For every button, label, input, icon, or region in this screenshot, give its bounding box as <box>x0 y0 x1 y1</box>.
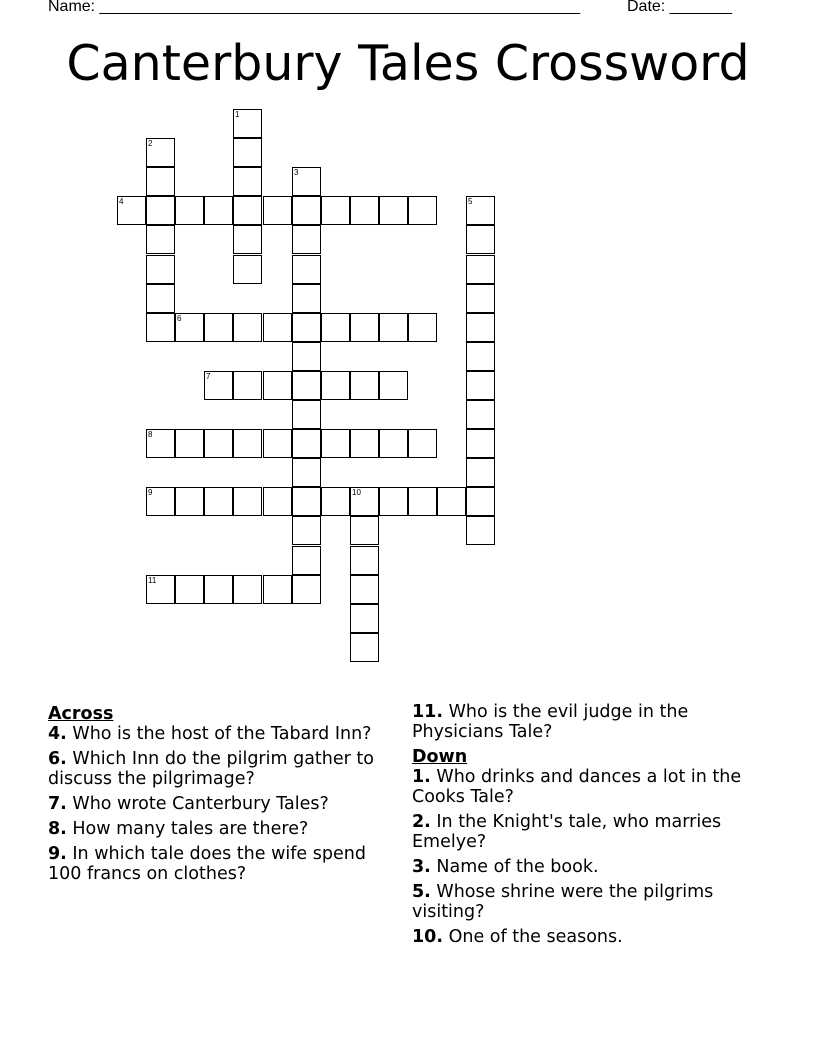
clue-number: 8. <box>48 819 67 839</box>
grid-cell[interactable] <box>350 371 379 400</box>
grid-cell[interactable] <box>175 313 204 342</box>
page-title: Canterbury Tales Crossword <box>66 35 750 92</box>
grid-cell[interactable] <box>175 575 204 604</box>
grid-cell[interactable] <box>146 313 175 342</box>
clues-left-column <box>48 702 388 889</box>
grid-cell[interactable] <box>321 487 350 516</box>
grid-cell[interactable] <box>466 400 495 429</box>
clue-number: 5. <box>412 882 431 902</box>
grid-cell[interactable] <box>466 516 495 545</box>
grid-cell[interactable] <box>292 225 321 254</box>
clue-item <box>412 812 752 852</box>
clue-item <box>412 857 752 877</box>
grid-cell[interactable] <box>146 138 175 167</box>
grid-cell[interactable] <box>233 575 262 604</box>
across-heading: Across <box>48 704 114 724</box>
grid-cell[interactable] <box>263 196 292 225</box>
grid-cell[interactable] <box>350 546 379 575</box>
clue-item <box>48 844 388 884</box>
grid-cell[interactable] <box>292 167 321 196</box>
grid-cell[interactable] <box>408 196 437 225</box>
grid-cell[interactable] <box>204 313 233 342</box>
clue-item <box>48 724 388 744</box>
grid-cell[interactable] <box>466 196 495 225</box>
grid-cell[interactable] <box>350 516 379 545</box>
grid-cell[interactable] <box>233 255 262 284</box>
clue-item <box>412 767 752 807</box>
grid-cell[interactable] <box>263 371 292 400</box>
grid-cell[interactable] <box>292 255 321 284</box>
grid-cell[interactable] <box>146 167 175 196</box>
grid-cell[interactable] <box>146 225 175 254</box>
grid-cell[interactable] <box>146 429 175 458</box>
grid-cell[interactable] <box>146 487 175 516</box>
cell-number: 1 <box>235 110 240 119</box>
clue-item <box>412 702 752 742</box>
grid-cell[interactable] <box>350 604 379 633</box>
grid-cell[interactable] <box>292 487 321 516</box>
grid-cell[interactable] <box>204 196 233 225</box>
cell-number: 4 <box>119 197 124 206</box>
across-clue-list <box>48 724 388 884</box>
grid-cell[interactable] <box>350 633 379 662</box>
grid-cell[interactable] <box>466 429 495 458</box>
grid-cell[interactable] <box>146 255 175 284</box>
grid-cell[interactable] <box>175 429 204 458</box>
grid-cell[interactable] <box>204 487 233 516</box>
grid-cell[interactable] <box>379 313 408 342</box>
clue-text: How many tales are there? <box>66 819 309 839</box>
clue-text: Who is the host of the Tabard Inn? <box>66 724 372 744</box>
name-field-label: Name: ______________________________________________________ <box>48 0 581 15</box>
grid-cell[interactable] <box>233 109 262 138</box>
grid-cell[interactable] <box>466 255 495 284</box>
clue-number: 7. <box>48 794 67 814</box>
grid-cell[interactable] <box>204 575 233 604</box>
grid-cell[interactable] <box>204 429 233 458</box>
grid-cell[interactable] <box>233 138 262 167</box>
clue-number: 1. <box>412 767 431 787</box>
clue-text: Who wrote Canterbury Tales? <box>66 794 329 814</box>
grid-cell[interactable] <box>466 284 495 313</box>
clue-item <box>48 794 388 814</box>
grid-cell[interactable] <box>175 487 204 516</box>
grid-cell[interactable] <box>204 371 233 400</box>
grid-cell[interactable] <box>292 313 321 342</box>
grid-cell[interactable] <box>408 313 437 342</box>
down-clue-list <box>412 767 752 947</box>
grid-cell[interactable] <box>292 575 321 604</box>
grid-cell[interactable] <box>292 284 321 313</box>
grid-cell[interactable] <box>466 487 495 516</box>
cell-number: 10 <box>352 488 361 497</box>
grid-cell[interactable] <box>466 342 495 371</box>
grid-cell[interactable] <box>292 342 321 371</box>
grid-cell[interactable] <box>146 575 175 604</box>
grid-cell[interactable] <box>408 487 437 516</box>
grid-cell[interactable] <box>321 313 350 342</box>
grid-cell[interactable] <box>321 371 350 400</box>
grid-cell[interactable] <box>466 313 495 342</box>
grid-cell[interactable] <box>379 487 408 516</box>
grid-cell[interactable] <box>146 196 175 225</box>
grid-cell[interactable] <box>233 429 262 458</box>
down-heading: Down <box>412 747 468 767</box>
clue-number: 6. <box>48 749 67 769</box>
grid-cell[interactable] <box>350 196 379 225</box>
grid-cell[interactable] <box>233 196 262 225</box>
grid-cell[interactable] <box>175 196 204 225</box>
grid-cell[interactable] <box>437 487 466 516</box>
grid-cell[interactable] <box>292 546 321 575</box>
grid-cell[interactable] <box>350 429 379 458</box>
clues-right-column <box>412 702 752 952</box>
clue-number: 11. <box>412 702 444 722</box>
clue-item <box>48 819 388 839</box>
grid-cell[interactable] <box>292 429 321 458</box>
date-field-label: Date: _______ <box>627 0 732 15</box>
clue-text: Who drinks and dances a lot in the Cooks Tale? <box>412 767 742 807</box>
clue-item <box>48 749 388 789</box>
grid-cell[interactable] <box>263 487 292 516</box>
grid-cell[interactable] <box>350 575 379 604</box>
cell-number: 3 <box>294 168 299 177</box>
grid-cell[interactable] <box>233 225 262 254</box>
grid-cell[interactable] <box>233 371 262 400</box>
grid-cell[interactable] <box>292 371 321 400</box>
clue-number: 3. <box>412 857 431 877</box>
cell-number: 11 <box>148 576 157 585</box>
grid-cell[interactable] <box>292 516 321 545</box>
grid-cell[interactable] <box>350 487 379 516</box>
clue-number: 9. <box>48 844 67 864</box>
clue-text: In the Knight's tale, who marries Emelye? <box>412 812 722 852</box>
grid-cell[interactable] <box>146 284 175 313</box>
grid-cell[interactable] <box>321 429 350 458</box>
clue-text: In which tale does the wife spend 100 francs on clothes? <box>48 844 366 884</box>
grid-cell[interactable] <box>233 167 262 196</box>
clue-number: 10. <box>412 927 444 947</box>
grid-cell[interactable] <box>466 371 495 400</box>
grid-cell[interactable] <box>379 371 408 400</box>
clue-text: One of the seasons. <box>443 927 623 947</box>
clue-number: 4. <box>48 724 67 744</box>
grid-cell[interactable] <box>379 429 408 458</box>
grid-cell[interactable] <box>263 575 292 604</box>
grid-cell[interactable] <box>466 225 495 254</box>
grid-cell[interactable] <box>379 196 408 225</box>
cell-number: 2 <box>148 139 153 148</box>
clue-number: 2. <box>412 812 431 832</box>
clue-item <box>412 927 752 947</box>
grid-cell[interactable] <box>263 313 292 342</box>
cell-number: 8 <box>148 430 153 439</box>
cell-number: 5 <box>468 197 473 206</box>
cell-number: 7 <box>206 372 211 381</box>
grid-cell[interactable] <box>292 400 321 429</box>
grid-cell[interactable] <box>350 313 379 342</box>
cell-number: 6 <box>177 314 182 323</box>
grid-cell[interactable] <box>292 196 321 225</box>
grid-cell[interactable] <box>466 458 495 487</box>
clue-text: Who is the evil judge in the Physicians Tale? <box>412 702 689 742</box>
grid-cell[interactable] <box>117 196 146 225</box>
clue-text: Whose shrine were the pilgrims visiting? <box>412 882 714 922</box>
clue-text: Which Inn do the pilgrim gather to discuss the pilgrimage? <box>48 749 374 789</box>
grid-cell[interactable] <box>292 458 321 487</box>
cell-number: 9 <box>148 488 153 497</box>
grid-cell[interactable] <box>233 487 262 516</box>
grid-cell[interactable] <box>233 313 262 342</box>
clue-item <box>412 882 752 922</box>
across-clue-list-continued <box>412 702 752 742</box>
clue-text: Name of the book. <box>430 857 599 877</box>
grid-cell[interactable] <box>408 429 437 458</box>
grid-cell[interactable] <box>263 429 292 458</box>
grid-cell[interactable] <box>321 196 350 225</box>
